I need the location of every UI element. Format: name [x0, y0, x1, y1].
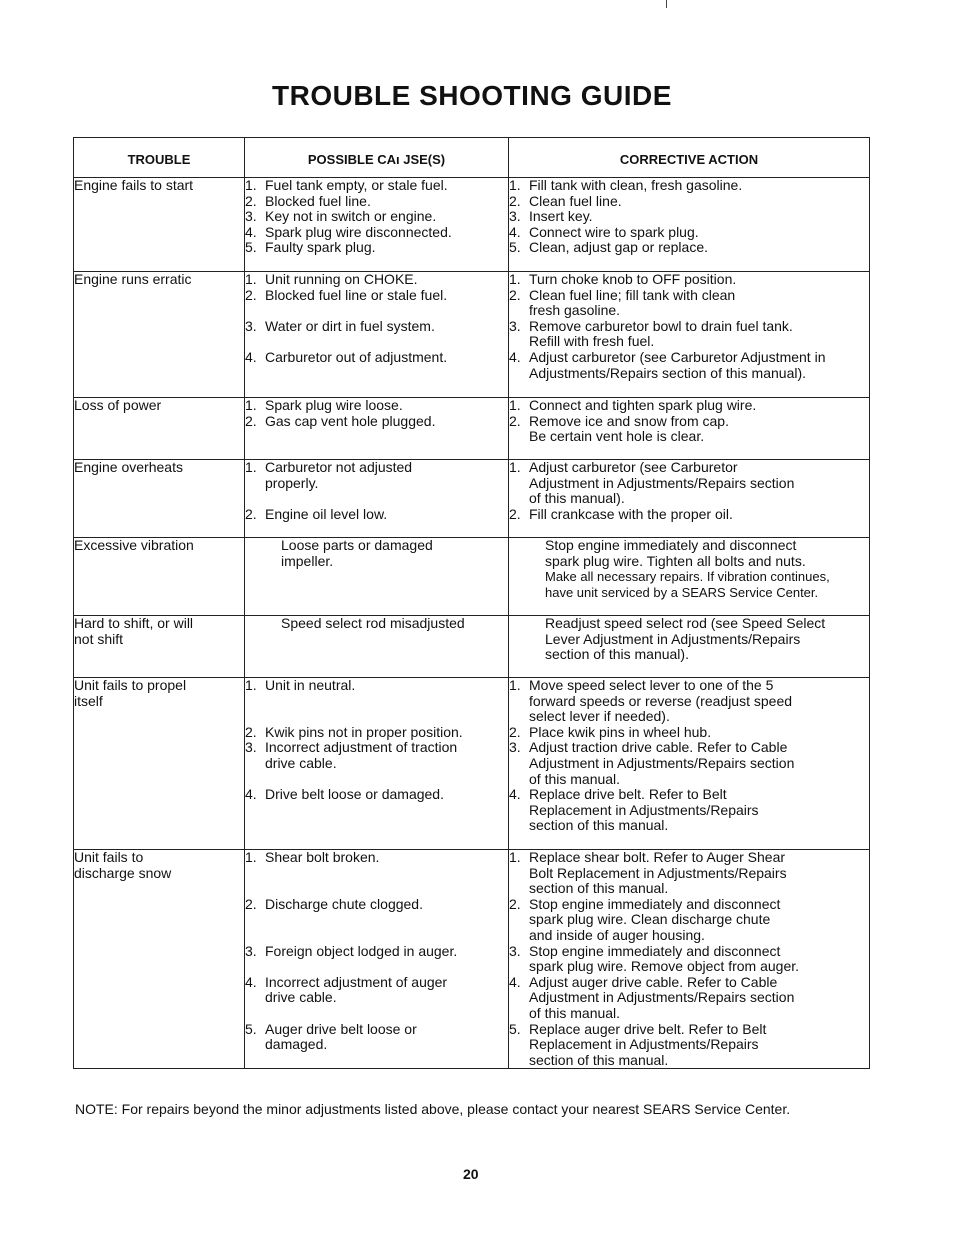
list-item: 1. Connect and tighten spark plug wire. — [509, 398, 869, 414]
actions-cell — [509, 460, 870, 538]
actions-cell — [509, 272, 870, 398]
list-item: 2. Remove ice and snow from cap. Be certain vent hole is clear. — [509, 414, 869, 445]
list-item: 3. Foreign object lodged in auger. — [245, 944, 508, 960]
list-item: 3. Stop engine immediately and disconnect spark plug wire. Remove object from auger. — [509, 944, 869, 975]
list-item: 2. Blocked fuel line or stale fuel. — [245, 288, 508, 304]
cause-text: Carburetor not adjusted properly. — [265, 459, 413, 491]
list-item: 5. Faulty spark plug. — [245, 240, 508, 256]
cause-text: Fuel tank empty, or stale fuel. — [265, 177, 448, 193]
trouble-text: Hard to shift, or will not shift — [74, 615, 194, 647]
list-item: 1. Turn choke knob to OFF position. — [509, 272, 869, 288]
trouble-text: Excessive vibration — [74, 537, 194, 553]
table-header-row — [74, 138, 870, 178]
table-row — [74, 272, 870, 398]
action-text: Clean fuel line. — [529, 192, 622, 209]
list-item: 4. Drive belt loose or damaged. — [245, 787, 508, 803]
trouble-cell — [74, 538, 245, 616]
trouble-shooting-table — [73, 137, 870, 1069]
cause-text: Blocked fuel line or stale fuel. — [265, 286, 448, 303]
causes-cell — [245, 678, 509, 850]
cause-text: Blocked fuel line. — [265, 192, 371, 209]
cause-text: Discharge chute clogged. — [265, 895, 423, 912]
cause-text: Carburetor out of adjustment. — [265, 348, 448, 365]
cause-text: Auger drive belt loose or damaged. — [265, 1020, 417, 1053]
action-text: Fill crankcase with the proper oil. — [529, 505, 733, 522]
list-item: 3. Insert key. — [509, 209, 869, 225]
list-item: 1. Unit in neutral. — [245, 678, 508, 694]
causes-cell — [245, 460, 509, 538]
action-text: Replace drive belt. Refer to Belt Replacement in Adjustments/Repairs section of this manual. — [529, 786, 759, 834]
trouble-text: Engine runs erratic — [74, 271, 192, 287]
trouble-text: Unit fails to discharge snow — [74, 849, 172, 881]
causes-cell — [245, 272, 509, 398]
table-row — [74, 678, 870, 850]
trouble-text: Loss of power — [74, 397, 162, 413]
action-text: Clean fuel line; fill tank with clean fresh gasoline. — [529, 286, 736, 319]
trouble-text: Engine fails to start — [74, 177, 194, 193]
action-text: Move speed select lever to one of the 5 forward speeds or reverse (readjust speed select lever if needed). — [529, 677, 793, 725]
cause-text: Engine oil level low. — [265, 505, 388, 522]
list-item: 1. Move speed select lever to one of the 5 forward speeds or reverse (readjust speed select lever if needed). — [509, 678, 869, 725]
action-text: Remove carburetor bowl to drain fuel tank. Refill with fresh fuel. — [529, 317, 793, 350]
actions-cell — [509, 850, 870, 1069]
repair-note: NOTE: For repairs beyond the minor adjustments listed above, please contact your nearest SEARS Service Center. — [75, 1101, 791, 1117]
list-item: 1. Unit running on CHOKE. — [245, 272, 508, 288]
list-item: 3. Key not in switch or engine. — [245, 209, 508, 225]
list-item: 2. Gas cap vent hole plugged. — [245, 414, 508, 430]
list-item: 2. Blocked fuel line. — [245, 194, 508, 210]
table-row — [74, 398, 870, 460]
trouble-cell — [74, 616, 245, 678]
list-item: 2. Clean fuel line. — [509, 194, 869, 210]
trouble-cell — [74, 850, 245, 1069]
list-item: 3. Remove carburetor bowl to drain fuel tank. Refill with fresh fuel. — [509, 319, 869, 350]
list-item: 5. Replace auger drive belt. Refer to Belt Replacement in Adjustments/Repairs section of this manual. — [509, 1022, 869, 1069]
action-text-note: Make all necessary repairs. If vibration continues, have unit serviced by a SEARS Service Center. — [545, 569, 830, 600]
action-text: Clean, adjust gap or replace. — [529, 239, 708, 256]
scan-mark — [666, 0, 667, 8]
trouble-text: Unit fails to propel itself — [74, 677, 187, 709]
actions-cell — [509, 616, 870, 678]
action-text: Adjust carburetor (see Carburetor Adjustment in Adjustments/Repairs section of this manual). — [529, 459, 795, 507]
action-text: Adjust carburetor (see Carburetor Adjustment in Adjustments/Repairs section of this manual). — [529, 348, 826, 381]
list-item: 4. Replace drive belt. Refer to Belt Replacement in Adjustments/Repairs section of this manual. — [509, 787, 869, 834]
action-text: Connect and tighten spark plug wire. — [529, 397, 757, 413]
action-text: Stop engine immediately and disconnect spark plug wire. Clean discharge chute and inside of auger housing. — [529, 895, 781, 943]
causes-cell — [245, 178, 509, 272]
action-text: Replace shear bolt. Refer to Auger Shear Bolt Replacement in Adjustments/Repairs section of this manual. — [529, 849, 787, 897]
table-row — [74, 178, 870, 272]
list-item: 1. Spark plug wire loose. — [245, 398, 508, 414]
list-item: 3. Adjust traction drive cable. Refer to Cable Adjustment in Adjustments/Repairs section of this manual. — [509, 740, 869, 787]
page-title: TROUBLE SHOOTING GUIDE — [272, 80, 672, 111]
action-text: Adjust traction drive cable. Refer to Cable Adjustment in Adjustments/Repairs section of this manual. — [529, 739, 795, 787]
list-item: 2. Place kwik pins in wheel hub. — [509, 725, 869, 741]
cause-text: Spark plug wire disconnected. — [265, 223, 452, 240]
list-item: 3. Incorrect adjustment of traction drive cable. — [245, 740, 508, 771]
action-text: Remove ice and snow from cap. Be certain vent hole is clear. — [529, 412, 729, 445]
action-text: Insert key. — [529, 208, 593, 225]
list-item: 2. Fill crankcase with the proper oil. — [509, 507, 869, 523]
list-item: 2. Discharge chute clogged. — [245, 897, 508, 913]
list-item: 1. Shear bolt broken. — [245, 850, 508, 866]
action-text: Replace auger drive belt. Refer to Belt Replacement in Adjustments/Repairs section of this manual. — [529, 1020, 767, 1068]
list-item: 2. Stop engine immediately and disconnect spark plug wire. Clean discharge chute and inside of auger housing. — [509, 897, 869, 944]
actions-cell — [509, 398, 870, 460]
cause-text: Drive belt loose or damaged. — [265, 786, 444, 803]
cause-text: Speed select rod misadjusted — [281, 615, 465, 631]
list-item: 5. Auger drive belt loose or damaged. — [245, 1022, 508, 1053]
cause-text: Kwik pins not in proper position. — [265, 723, 463, 740]
cause-text: Incorrect adjustment of auger drive cable. — [265, 973, 448, 1006]
trouble-cell — [74, 460, 245, 538]
table-row — [74, 850, 870, 1069]
cause-text: Faulty spark plug. — [265, 239, 376, 256]
cause-text: Unit running on CHOKE. — [265, 271, 418, 287]
causes-cell — [245, 538, 509, 616]
table-row — [74, 616, 870, 678]
list-item: 2. Engine oil level low. — [245, 507, 508, 523]
cause-text: Unit in neutral. — [265, 677, 356, 693]
page-number: 20 — [463, 1166, 479, 1182]
header-possible-causes: POSSIBLE CAı JSE(S) — [245, 138, 509, 178]
table-row — [74, 460, 870, 538]
list-item: 5. Clean, adjust gap or replace. — [509, 240, 869, 256]
trouble-cell — [74, 678, 245, 850]
list-item: 4. Carburetor out of adjustment. — [245, 350, 508, 366]
list-item: 1. Carburetor not adjusted properly. — [245, 460, 508, 491]
list-item: 4. Spark plug wire disconnected. — [245, 225, 508, 241]
cause-text: Loose parts or damaged impeller. — [281, 537, 433, 569]
action-text: Stop engine immediately and disconnect spark plug wire. Remove object from auger. — [529, 942, 800, 975]
cause-text: Incorrect adjustment of traction drive cable. — [265, 739, 458, 771]
list-item: 1. Fill tank with clean, fresh gasoline. — [509, 178, 869, 194]
actions-cell — [509, 678, 870, 850]
action-text: Place kwik pins in wheel hub. — [529, 723, 712, 740]
causes-cell — [245, 398, 509, 460]
causes-cell — [245, 850, 509, 1069]
list-item: 4. Incorrect adjustment of auger drive cable. — [245, 975, 508, 1006]
header-trouble: TROUBLE — [74, 138, 245, 178]
trouble-cell — [74, 272, 245, 398]
causes-cell — [245, 616, 509, 678]
table-row — [74, 538, 870, 616]
list-item: 3. Water or dirt in fuel system. — [245, 319, 508, 335]
list-item: 4. Adjust carburetor (see Carburetor Adjustment in Adjustments/Repairs section of this manual). — [509, 350, 869, 381]
cause-text: Foreign object lodged in auger. — [265, 942, 458, 959]
list-item: 1. Fuel tank empty, or stale fuel. — [245, 178, 508, 194]
cause-text: Key not in switch or engine. — [265, 208, 437, 225]
action-text: Fill tank with clean, fresh gasoline. — [529, 177, 743, 193]
list-item: 2. Kwik pins not in proper position. — [245, 725, 508, 741]
actions-cell — [509, 178, 870, 272]
list-item: 1. Adjust carburetor (see Carburetor Adjustment in Adjustments/Repairs section of this manual). — [509, 460, 869, 507]
list-item: 4. Connect wire to spark plug. — [509, 225, 869, 241]
action-text: Connect wire to spark plug. — [529, 223, 699, 240]
trouble-cell — [74, 178, 245, 272]
cause-text: Shear bolt broken. — [265, 849, 380, 865]
trouble-text: Engine overheats — [74, 459, 183, 475]
action-text: Stop engine immediately and disconnect spark plug wire. Tighten all bolts and nuts. — [545, 537, 806, 569]
list-item: 2. Clean fuel line; fill tank with clean fresh gasoline. — [509, 288, 869, 319]
action-text: Readjust speed select rod (see Speed Select Lever Adjustment in Adjustments/Repairs section of this manual). — [545, 615, 826, 663]
list-item: 1. Replace shear bolt. Refer to Auger Shear Bolt Replacement in Adjustments/Repairs section of this manual. — [509, 850, 869, 897]
cause-text: Water or dirt in fuel system. — [265, 317, 435, 334]
action-text: Adjust auger drive cable. Refer to Cable Adjustment in Adjustments/Repairs section of this manual. — [529, 973, 795, 1021]
trouble-cell — [74, 398, 245, 460]
header-corrective-action: CORRECTIVE ACTION — [509, 138, 870, 178]
action-text: Turn choke knob to OFF position. — [529, 271, 737, 287]
actions-cell — [509, 538, 870, 616]
cause-text: Gas cap vent hole plugged. — [265, 412, 436, 429]
cause-text: Spark plug wire loose. — [265, 397, 403, 413]
list-item: 4. Adjust auger drive cable. Refer to Cable Adjustment in Adjustments/Repairs section of this manual. — [509, 975, 869, 1022]
